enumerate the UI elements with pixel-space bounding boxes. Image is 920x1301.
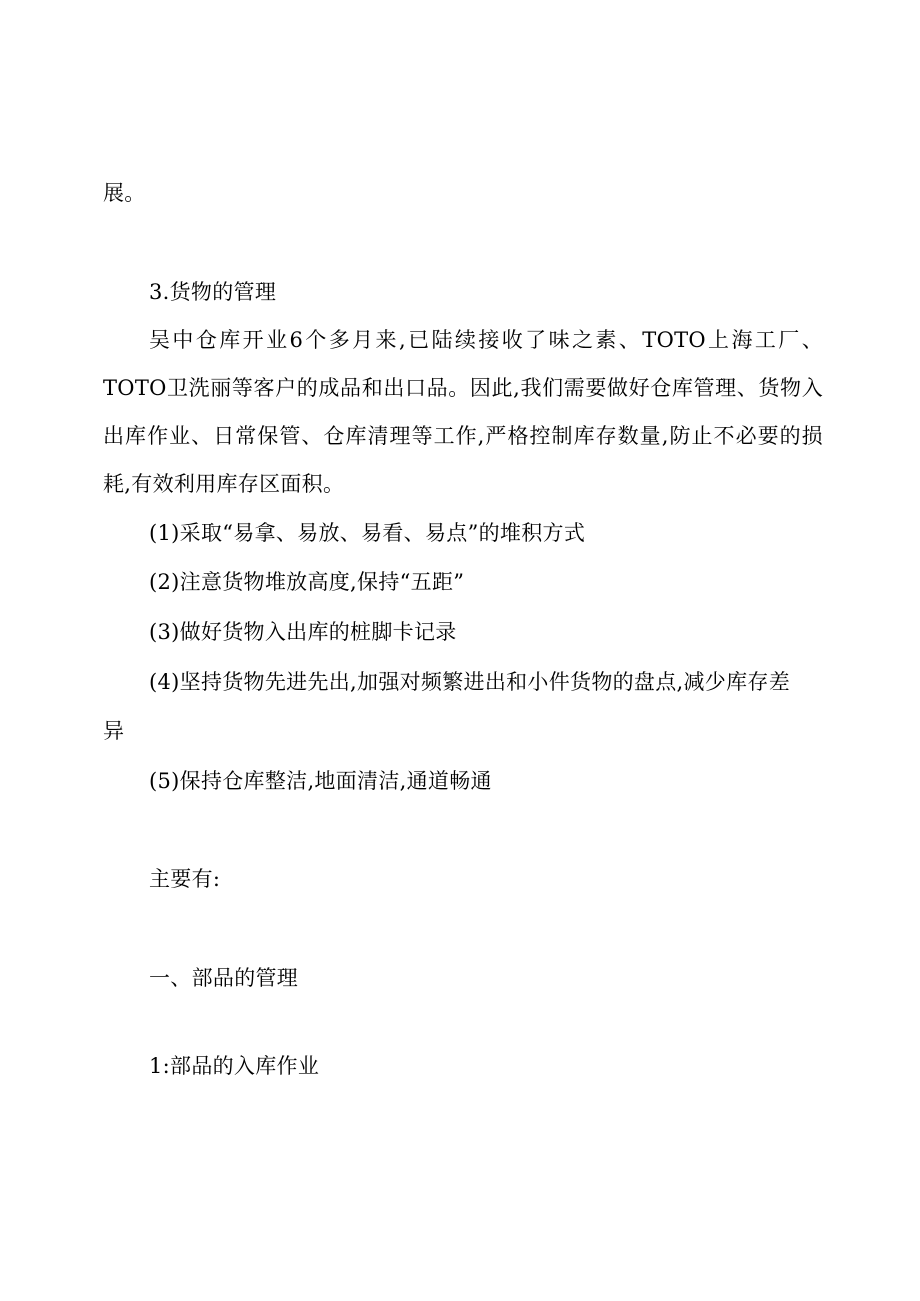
list-item-4-continuation: 异 (103, 719, 125, 743)
list-item-5: (5)保持仓库整洁,地面清洁,通道畅通 (149, 769, 492, 793)
section-heading: 3.货物的管理 (149, 280, 277, 304)
subsection-heading: 一、部品的管理 (149, 966, 299, 990)
continuation-text: 展。 (103, 181, 146, 205)
intro-paragraph: 吴中仓库开业6个多月来,已陆续接收了味之素、TOTO上海工厂、TOTO卫洗丽等客户的成品和出口品。因此,我们需要做好仓库管理、货物入出库作业、日常保管、仓库清理等工作,严格控制库存数量,防止不必要的损耗,有效利用库存区面积。 (103, 328, 823, 496)
subsubsection-heading: 1:部品的入库作业 (149, 1054, 320, 1078)
list-item-3: (3)做好货物入出库的桩脚卡记录 (149, 620, 457, 644)
list-item-4: (4)坚持货物先进先出,加强对频繁进出和小件货物的盘点,减少库存差 (149, 670, 790, 694)
list-item-1: (1)采取“易拿、易放、易看、易点”的堆积方式 (149, 521, 586, 545)
main-label: 主要有: (149, 867, 221, 891)
list-item-2: (2)注意货物堆放高度,保持“五距” (149, 570, 465, 594)
